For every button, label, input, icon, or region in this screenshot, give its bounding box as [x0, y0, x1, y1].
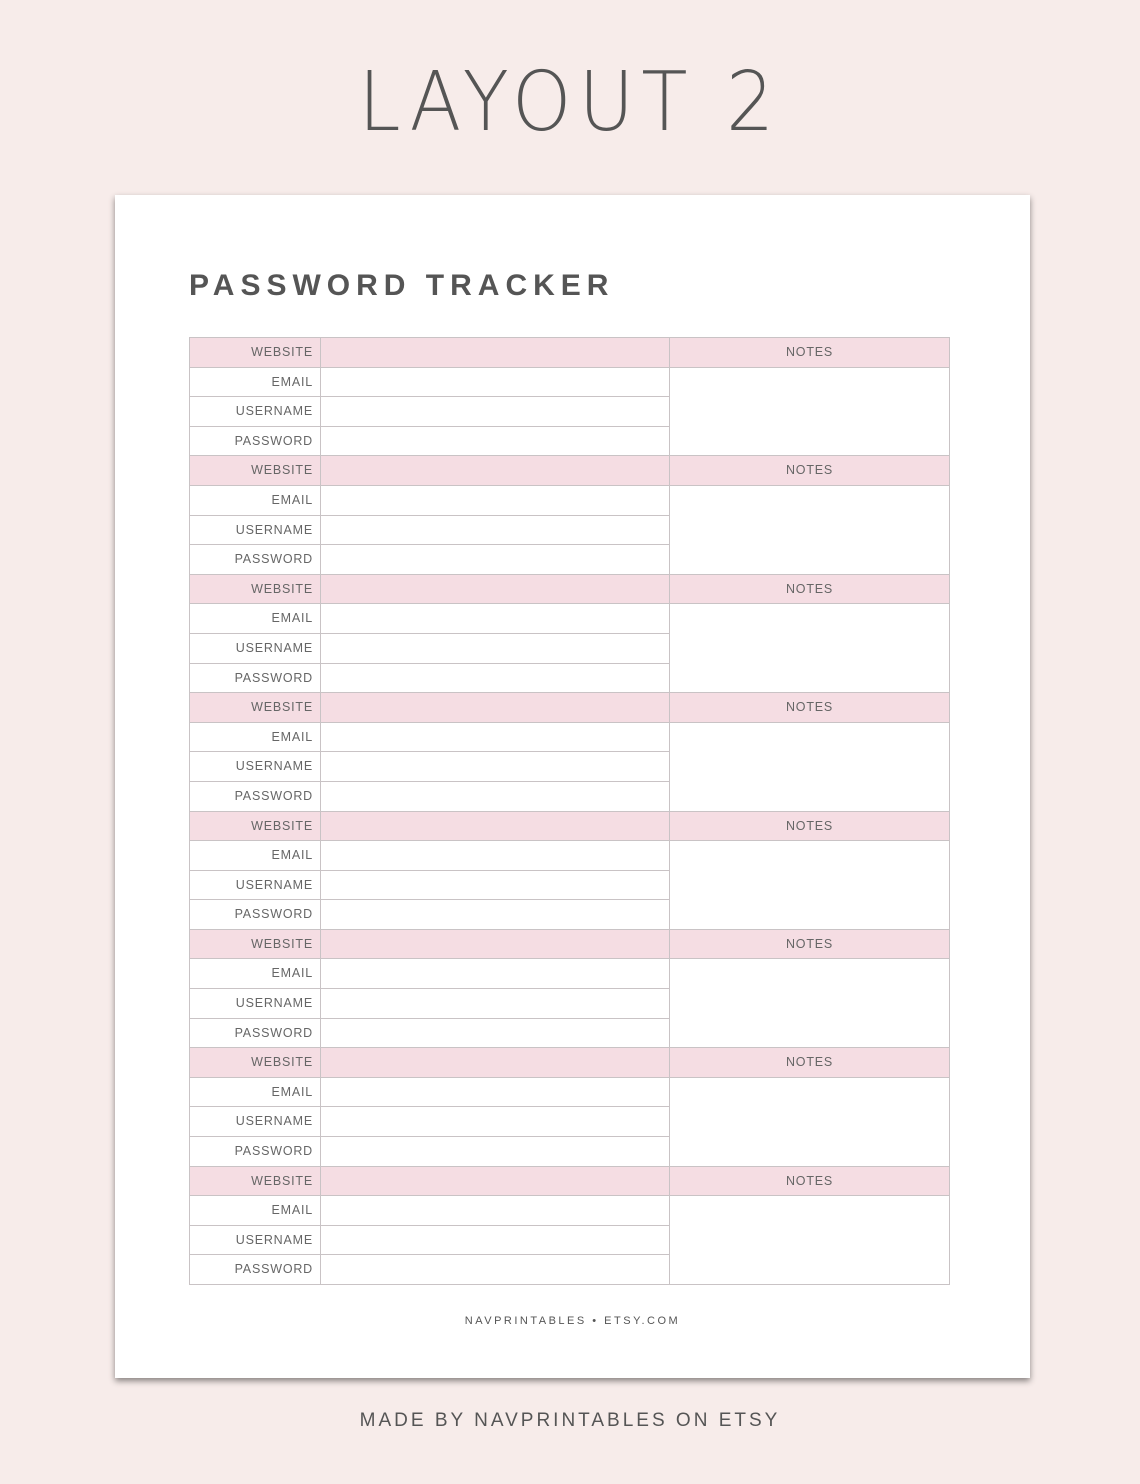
username-field[interactable] [320, 1225, 669, 1255]
label-password: PASSWORD [189, 1018, 320, 1048]
website-field[interactable] [320, 811, 669, 841]
notes-header: NOTES [669, 811, 950, 841]
notes-header: NOTES [669, 692, 950, 722]
username-field[interactable] [320, 988, 669, 1018]
label-password: PASSWORD [189, 1136, 320, 1166]
label-website: WEBSITE [189, 455, 320, 485]
layout-title: LAYOUT 2 [358, 55, 782, 150]
notes-field[interactable] [669, 840, 950, 929]
password-field[interactable] [320, 1136, 669, 1166]
label-username: USERNAME [189, 751, 320, 781]
label-username: USERNAME [189, 396, 320, 426]
password-entry [189, 929, 950, 1047]
password-field[interactable] [320, 1254, 669, 1284]
notes-header: NOTES [669, 574, 950, 604]
username-field[interactable] [320, 1106, 669, 1136]
website-field[interactable] [320, 337, 669, 367]
notes-header: NOTES [669, 929, 950, 959]
username-field[interactable] [320, 515, 669, 545]
label-email: EMAIL [189, 722, 320, 752]
label-password: PASSWORD [189, 1254, 320, 1284]
label-username: USERNAME [189, 1225, 320, 1255]
password-entry [189, 455, 950, 573]
notes-header: NOTES [669, 1166, 950, 1196]
website-field[interactable] [320, 574, 669, 604]
label-website: WEBSITE [189, 574, 320, 604]
password-entry [189, 574, 950, 692]
label-website: WEBSITE [189, 1166, 320, 1196]
notes-field[interactable] [669, 367, 950, 456]
password-field[interactable] [320, 899, 669, 929]
notes-field[interactable] [669, 1195, 950, 1284]
email-field[interactable] [320, 1195, 669, 1225]
password-entry [189, 811, 950, 929]
website-field[interactable] [320, 929, 669, 959]
website-field[interactable] [320, 1166, 669, 1196]
email-field[interactable] [320, 958, 669, 988]
notes-field[interactable] [669, 485, 950, 574]
notes-header: NOTES [669, 1047, 950, 1077]
notes-header: NOTES [669, 455, 950, 485]
password-entry [189, 1166, 950, 1284]
notes-field[interactable] [669, 958, 950, 1047]
label-email: EMAIL [189, 1195, 320, 1225]
username-field[interactable] [320, 870, 669, 900]
username-field[interactable] [320, 633, 669, 663]
label-email: EMAIL [189, 1077, 320, 1107]
notes-header: NOTES [669, 337, 950, 367]
label-email: EMAIL [189, 603, 320, 633]
label-username: USERNAME [189, 988, 320, 1018]
label-email: EMAIL [189, 367, 320, 397]
label-password: PASSWORD [189, 544, 320, 574]
password-entry [189, 692, 950, 810]
label-username: USERNAME [189, 633, 320, 663]
printable-page [115, 195, 1030, 1378]
label-password: PASSWORD [189, 663, 320, 693]
password-table [189, 337, 950, 1285]
email-field[interactable] [320, 603, 669, 633]
password-field[interactable] [320, 781, 669, 811]
label-website: WEBSITE [189, 929, 320, 959]
label-username: USERNAME [189, 515, 320, 545]
notes-field[interactable] [669, 1077, 950, 1166]
username-field[interactable] [320, 396, 669, 426]
website-field[interactable] [320, 1047, 669, 1077]
label-password: PASSWORD [189, 781, 320, 811]
label-email: EMAIL [189, 485, 320, 515]
credit-line: MADE BY NAVPRINTABLES ON ETSY [359, 1410, 781, 1431]
page-footer: NAVPRINTABLES • ETSY.COM [464, 1315, 681, 1327]
notes-field[interactable] [669, 722, 950, 811]
password-entry [189, 1047, 950, 1165]
label-password: PASSWORD [189, 899, 320, 929]
label-email: EMAIL [189, 958, 320, 988]
email-field[interactable] [320, 840, 669, 870]
email-field[interactable] [320, 485, 669, 515]
username-field[interactable] [320, 751, 669, 781]
password-field[interactable] [320, 1018, 669, 1048]
label-username: USERNAME [189, 1106, 320, 1136]
email-field[interactable] [320, 1077, 669, 1107]
website-field[interactable] [320, 455, 669, 485]
website-field[interactable] [320, 692, 669, 722]
label-email: EMAIL [189, 840, 320, 870]
password-field[interactable] [320, 544, 669, 574]
password-entry [189, 337, 950, 455]
email-field[interactable] [320, 722, 669, 752]
password-field[interactable] [320, 663, 669, 693]
label-website: WEBSITE [189, 692, 320, 722]
label-username: USERNAME [189, 870, 320, 900]
notes-field[interactable] [669, 603, 950, 692]
label-website: WEBSITE [189, 1047, 320, 1077]
document-title: PASSWORD TRACKER [189, 269, 615, 302]
email-field[interactable] [320, 367, 669, 397]
label-password: PASSWORD [189, 426, 320, 456]
label-website: WEBSITE [189, 337, 320, 367]
password-field[interactable] [320, 426, 669, 456]
label-website: WEBSITE [189, 811, 320, 841]
